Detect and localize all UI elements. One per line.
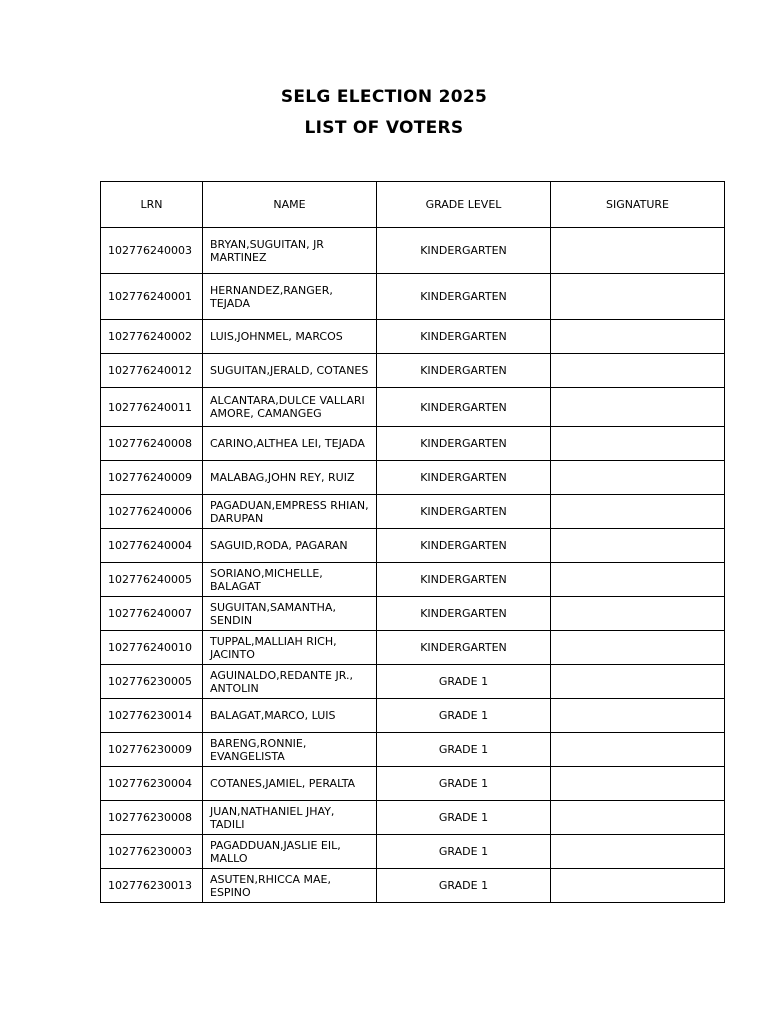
grade-level-cell: KINDERGARTEN xyxy=(377,320,551,354)
name-cell: AGUINALDO,REDANTE JR., ANTOLIN xyxy=(203,665,377,699)
name-cell: SAGUID,RODA, PAGARAN xyxy=(203,529,377,563)
table-row xyxy=(101,869,725,903)
signature-cell[interactable] xyxy=(551,228,725,274)
table-row xyxy=(101,665,725,699)
table-row xyxy=(101,767,725,801)
lrn-cell: 102776240005 xyxy=(101,563,203,597)
signature-cell[interactable] xyxy=(551,461,725,495)
lrn-cell: 102776240010 xyxy=(101,631,203,665)
grade-level-cell: KINDERGARTEN xyxy=(377,597,551,631)
lrn-cell: 102776240001 xyxy=(101,274,203,320)
name-cell: SUGUITAN,JERALD, COTANES xyxy=(203,354,377,388)
signature-cell[interactable] xyxy=(551,563,725,597)
lrn-cell: 102776240012 xyxy=(101,354,203,388)
column-header-grade-level: GRADE LEVEL xyxy=(377,182,551,228)
lrn-cell: 102776230014 xyxy=(101,699,203,733)
grade-level-cell: KINDERGARTEN xyxy=(377,388,551,427)
signature-cell[interactable] xyxy=(551,665,725,699)
grade-level-cell: GRADE 1 xyxy=(377,699,551,733)
table-row xyxy=(101,733,725,767)
grade-level-cell: GRADE 1 xyxy=(377,733,551,767)
name-cell: JUAN,NATHANIEL JHAY, TADILI xyxy=(203,801,377,835)
document-subtitle: LIST OF VOTERS xyxy=(304,118,464,138)
table-row xyxy=(101,228,725,274)
table-row xyxy=(101,495,725,529)
lrn-cell: 102776240011 xyxy=(101,388,203,427)
lrn-cell: 102776230003 xyxy=(101,835,203,869)
table-row xyxy=(101,388,725,427)
column-header-signature: SIGNATURE xyxy=(551,182,725,228)
signature-cell[interactable] xyxy=(551,529,725,563)
signature-cell[interactable] xyxy=(551,274,725,320)
lrn-cell: 102776240004 xyxy=(101,529,203,563)
signature-cell[interactable] xyxy=(551,699,725,733)
grade-level-cell: KINDERGARTEN xyxy=(377,354,551,388)
name-cell: SORIANO,MICHELLE, BALAGAT xyxy=(203,563,377,597)
table-row xyxy=(101,461,725,495)
lrn-cell: 102776230004 xyxy=(101,767,203,801)
signature-cell[interactable] xyxy=(551,631,725,665)
document-title: SELG ELECTION 2025 xyxy=(280,87,488,107)
table-row xyxy=(101,835,725,869)
voters-table xyxy=(100,181,725,903)
name-cell: PAGADUAN,EMPRESS RHIAN, DARUPAN xyxy=(203,495,377,529)
table-row xyxy=(101,563,725,597)
table-row xyxy=(101,354,725,388)
grade-level-cell: GRADE 1 xyxy=(377,767,551,801)
name-cell: HERNANDEZ,RANGER, TEJADA xyxy=(203,274,377,320)
table-row xyxy=(101,699,725,733)
grade-level-cell: KINDERGARTEN xyxy=(377,274,551,320)
name-cell: COTANES,JAMIEL, PERALTA xyxy=(203,767,377,801)
table-row xyxy=(101,529,725,563)
name-cell: CARINO,ALTHEA LEI, TEJADA xyxy=(203,427,377,461)
name-cell: LUIS,JOHNMEL, MARCOS xyxy=(203,320,377,354)
lrn-cell: 102776240002 xyxy=(101,320,203,354)
grade-level-cell: GRADE 1 xyxy=(377,665,551,699)
column-header-lrn: LRN xyxy=(101,182,203,228)
table-row xyxy=(101,274,725,320)
table-row xyxy=(101,801,725,835)
signature-cell[interactable] xyxy=(551,767,725,801)
lrn-cell: 102776240008 xyxy=(101,427,203,461)
grade-level-cell: KINDERGARTEN xyxy=(377,228,551,274)
lrn-cell: 102776230008 xyxy=(101,801,203,835)
signature-cell[interactable] xyxy=(551,320,725,354)
table-row xyxy=(101,320,725,354)
name-cell: TUPPAL,MALLIAH RICH, JACINTO xyxy=(203,631,377,665)
table-row xyxy=(101,597,725,631)
signature-cell[interactable] xyxy=(551,801,725,835)
lrn-cell: 102776240006 xyxy=(101,495,203,529)
name-cell: BRYAN,SUGUITAN, JR MARTINEZ xyxy=(203,228,377,274)
signature-cell[interactable] xyxy=(551,733,725,767)
table-row xyxy=(101,631,725,665)
grade-level-cell: KINDERGARTEN xyxy=(377,461,551,495)
signature-cell[interactable] xyxy=(551,388,725,427)
column-header-name: NAME xyxy=(203,182,377,228)
lrn-cell: 102776240003 xyxy=(101,228,203,274)
signature-cell[interactable] xyxy=(551,354,725,388)
voters-table-body xyxy=(101,228,725,903)
grade-level-cell: GRADE 1 xyxy=(377,801,551,835)
table-header-row xyxy=(101,182,725,228)
signature-cell[interactable] xyxy=(551,835,725,869)
grade-level-cell: KINDERGARTEN xyxy=(377,495,551,529)
name-cell: ALCANTARA,DULCE VALLARI AMORE, CAMANGEG xyxy=(203,388,377,427)
grade-level-cell: KINDERGARTEN xyxy=(377,563,551,597)
grade-level-cell: KINDERGARTEN xyxy=(377,427,551,461)
grade-level-cell: GRADE 1 xyxy=(377,869,551,903)
signature-cell[interactable] xyxy=(551,869,725,903)
lrn-cell: 102776240007 xyxy=(101,597,203,631)
lrn-cell: 102776230005 xyxy=(101,665,203,699)
signature-cell[interactable] xyxy=(551,495,725,529)
signature-cell[interactable] xyxy=(551,597,725,631)
name-cell: ASUTEN,RHICCA MAE, ESPINO xyxy=(203,869,377,903)
lrn-cell: 102776240009 xyxy=(101,461,203,495)
name-cell: PAGADDUAN,JASLIE EIL, MALLO xyxy=(203,835,377,869)
signature-cell[interactable] xyxy=(551,427,725,461)
name-cell: BARENG,RONNIE, EVANGELISTA xyxy=(203,733,377,767)
grade-level-cell: GRADE 1 xyxy=(377,835,551,869)
lrn-cell: 102776230013 xyxy=(101,869,203,903)
lrn-cell: 102776230009 xyxy=(101,733,203,767)
name-cell: MALABAG,JOHN REY, RUIZ xyxy=(203,461,377,495)
table-row xyxy=(101,427,725,461)
grade-level-cell: KINDERGARTEN xyxy=(377,631,551,665)
grade-level-cell: KINDERGARTEN xyxy=(377,529,551,563)
name-cell: BALAGAT,MARCO, LUIS xyxy=(203,699,377,733)
name-cell: SUGUITAN,SAMANTHA, SENDIN xyxy=(203,597,377,631)
